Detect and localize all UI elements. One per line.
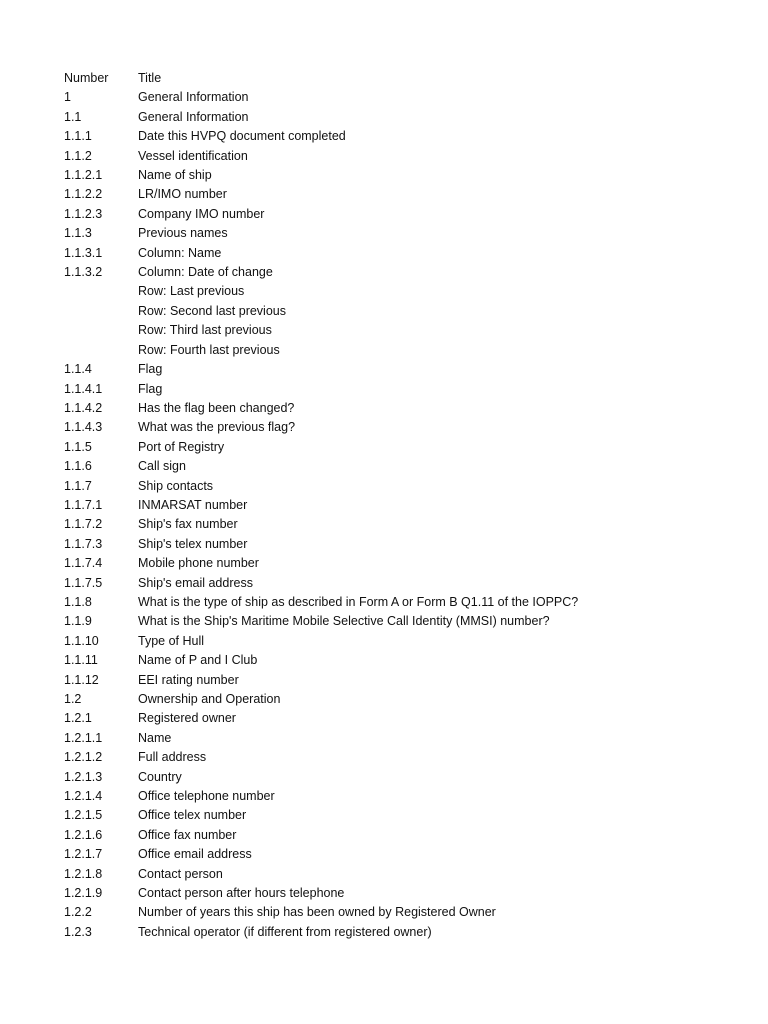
table-row bbox=[64, 244, 754, 263]
table-row bbox=[64, 612, 754, 631]
table-row bbox=[64, 360, 754, 379]
number-column-header: Number bbox=[64, 71, 109, 85]
row-number: 1.2.1.6 bbox=[64, 827, 103, 842]
table-row bbox=[64, 185, 754, 204]
row-title: General Information bbox=[138, 109, 249, 124]
row-title: Name of P and I Club bbox=[138, 653, 258, 668]
row-title: Port of Registry bbox=[138, 439, 225, 454]
table-row bbox=[64, 127, 754, 146]
table-row bbox=[64, 515, 754, 534]
table-row bbox=[64, 399, 754, 418]
row-number: 1.1.3.2 bbox=[64, 265, 103, 280]
row-title: What was the previous flag? bbox=[138, 420, 296, 435]
table-row bbox=[64, 166, 754, 185]
table-row bbox=[64, 554, 754, 573]
title-column-header: Title bbox=[138, 71, 162, 85]
row-number bbox=[64, 321, 138, 340]
table-row bbox=[64, 593, 754, 612]
row-number: 1.1.2.2 bbox=[64, 187, 103, 202]
row-number: 1.1.2.1 bbox=[64, 168, 103, 183]
row-number bbox=[64, 302, 138, 321]
row-title: Flag bbox=[138, 381, 163, 396]
table-row bbox=[64, 380, 754, 399]
row-number: 1.1 bbox=[64, 109, 82, 124]
row-title: Name of ship bbox=[138, 168, 212, 183]
table-row bbox=[64, 845, 754, 864]
row-number: 1.2.1.7 bbox=[64, 847, 103, 862]
table-row bbox=[64, 903, 754, 922]
row-number: 1.2.1.2 bbox=[64, 750, 103, 765]
row-number bbox=[64, 341, 138, 360]
table-row bbox=[64, 224, 754, 243]
row-title: Office fax number bbox=[138, 827, 237, 842]
row-title: Date this HVPQ document completed bbox=[138, 129, 346, 144]
row-number: 1.2.1.4 bbox=[64, 789, 103, 804]
table-row bbox=[64, 651, 754, 670]
row-number: 1.2 bbox=[64, 692, 82, 706]
row-number: 1.1.2.3 bbox=[64, 206, 103, 221]
row-number: 1.1.4.1 bbox=[64, 381, 103, 396]
table-row bbox=[64, 865, 754, 884]
row-number: 1.1.12 bbox=[64, 672, 99, 687]
row-title: Name bbox=[138, 730, 172, 745]
row-number: 1.1.4 bbox=[64, 362, 92, 377]
table-row bbox=[64, 535, 754, 554]
row-title: Has the flag been changed? bbox=[138, 400, 295, 415]
row-number: 1.1.9 bbox=[64, 614, 92, 629]
row-title: Row: Second last previous bbox=[138, 303, 286, 318]
row-number: 1.1.7 bbox=[64, 478, 92, 493]
table-row bbox=[64, 690, 754, 709]
row-title: EEI rating number bbox=[138, 672, 239, 687]
row-title: LR/IMO number bbox=[138, 187, 227, 202]
row-number: 1.2.1.5 bbox=[64, 808, 103, 823]
row-number: 1.1.4.3 bbox=[64, 420, 103, 435]
table-row bbox=[64, 671, 754, 690]
table-row bbox=[64, 88, 754, 107]
row-number: 1.1.7.4 bbox=[64, 556, 103, 571]
table-row bbox=[64, 768, 754, 787]
row-title: Registered owner bbox=[138, 711, 236, 726]
header-row bbox=[64, 69, 754, 88]
row-number: 1.1.1 bbox=[64, 129, 92, 144]
row-title: Previous names bbox=[138, 226, 228, 241]
table-row bbox=[64, 457, 754, 476]
row-number bbox=[64, 282, 138, 301]
row-title: Type of Hull bbox=[138, 633, 205, 648]
row-title: Full address bbox=[138, 750, 207, 765]
row-title: Column: Date of change bbox=[138, 265, 273, 280]
row-title: Row: Last previous bbox=[138, 284, 245, 299]
table-row bbox=[64, 263, 754, 282]
row-number: 1.1.5 bbox=[64, 439, 92, 454]
row-number: 1.1.10 bbox=[64, 633, 99, 648]
row-title: Mobile phone number bbox=[138, 556, 259, 571]
table-row bbox=[64, 418, 754, 437]
row-title: Call sign bbox=[138, 459, 186, 474]
row-number: 1.1.8 bbox=[64, 594, 92, 609]
table-row bbox=[64, 282, 754, 301]
table-row bbox=[64, 574, 754, 593]
table-row bbox=[64, 108, 754, 127]
table-row bbox=[64, 826, 754, 845]
row-title: Ownership and Operation bbox=[138, 692, 281, 706]
row-number: 1.1.7.2 bbox=[64, 517, 103, 532]
row-title: Office telephone number bbox=[138, 789, 275, 804]
row-title: Number of years this ship has been owned by Registered Owner bbox=[138, 905, 496, 920]
table-row bbox=[64, 205, 754, 224]
row-title: Ship's email address bbox=[138, 575, 253, 590]
row-number: 1.2.1.9 bbox=[64, 886, 103, 901]
table-row bbox=[64, 729, 754, 748]
table-row bbox=[64, 477, 754, 496]
row-number: 1.1.6 bbox=[64, 459, 92, 474]
row-title: Country bbox=[138, 769, 182, 784]
row-number: 1.1.11 bbox=[64, 653, 98, 668]
row-number: 1.2.2 bbox=[64, 905, 92, 920]
table-row bbox=[64, 438, 754, 457]
row-title: Office telex number bbox=[138, 808, 247, 823]
row-number: 1.1.3 bbox=[64, 226, 92, 241]
table-row bbox=[64, 632, 754, 651]
row-title: Ship's fax number bbox=[138, 517, 238, 532]
table-row bbox=[64, 321, 754, 340]
row-title: Office email address bbox=[138, 847, 252, 862]
row-number: 1.2.3 bbox=[64, 924, 92, 939]
row-title: General Information bbox=[138, 90, 249, 105]
row-number: 1 bbox=[64, 90, 71, 105]
table-row bbox=[64, 923, 754, 942]
row-title: Contact person after hours telephone bbox=[138, 886, 345, 901]
row-title: Ship's telex number bbox=[138, 536, 248, 551]
table-row bbox=[64, 787, 754, 806]
row-title: Row: Third last previous bbox=[138, 323, 272, 338]
table-row bbox=[64, 147, 754, 166]
document-table bbox=[64, 69, 754, 942]
table-row bbox=[64, 709, 754, 728]
row-title: Row: Fourth last previous bbox=[138, 342, 280, 357]
row-title: Ship contacts bbox=[138, 478, 214, 493]
row-title: Vessel identification bbox=[138, 148, 248, 163]
row-title: Technical operator (if different from registered owner) bbox=[138, 924, 432, 939]
row-number: 1.1.7.1 bbox=[64, 497, 103, 512]
row-number: 1.1.7.5 bbox=[64, 575, 103, 590]
row-title: Company IMO number bbox=[138, 206, 265, 221]
row-title: What is the Ship's Maritime Mobile Selective Call Identity (MMSI) number? bbox=[138, 614, 550, 629]
row-title: Flag bbox=[138, 362, 163, 377]
table-row bbox=[64, 806, 754, 825]
row-number: 1.1.7.3 bbox=[64, 536, 103, 551]
row-number: 1.1.3.1 bbox=[64, 245, 103, 260]
row-number: 1.2.1 bbox=[64, 711, 92, 726]
row-title: What is the type of ship as described in Form A or Form B Q1.11 of the IOPPC? bbox=[138, 594, 579, 609]
table-row bbox=[64, 341, 754, 360]
row-number: 1.2.1.8 bbox=[64, 866, 103, 881]
table-body bbox=[64, 88, 754, 942]
table-row bbox=[64, 302, 754, 321]
table-row bbox=[64, 884, 754, 903]
table-row bbox=[64, 748, 754, 767]
row-number: 1.1.2 bbox=[64, 148, 92, 163]
row-title: INMARSAT number bbox=[138, 497, 248, 512]
table-row bbox=[64, 496, 754, 515]
row-number: 1.2.1.3 bbox=[64, 769, 103, 784]
row-number: 1.1.4.2 bbox=[64, 400, 103, 415]
row-title: Contact person bbox=[138, 866, 223, 881]
row-number: 1.2.1.1 bbox=[64, 730, 103, 745]
row-title: Column: Name bbox=[138, 245, 222, 260]
